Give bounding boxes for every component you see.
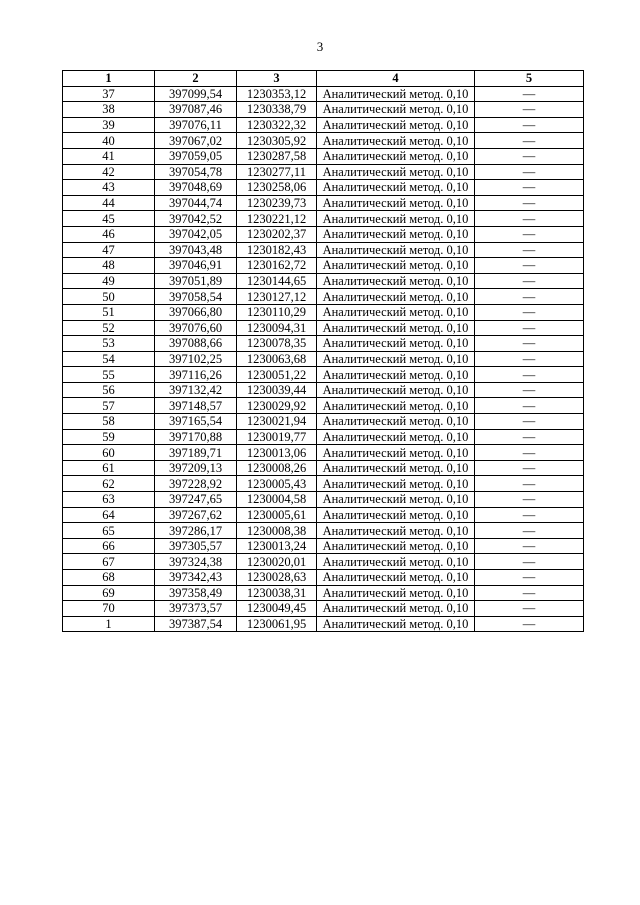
description-cell: —	[475, 242, 584, 258]
description-cell: —	[475, 133, 584, 149]
method-cell: Аналитический метод. 0,10	[317, 320, 475, 336]
x-coordinate-cell: 397189,71	[155, 445, 237, 461]
table-row	[63, 398, 584, 414]
point-number-cell: 62	[63, 476, 155, 492]
description-cell: —	[475, 102, 584, 118]
y-coordinate-cell: 1230020,01	[237, 554, 317, 570]
y-coordinate-cell: 1230019,77	[237, 429, 317, 445]
description-cell: —	[475, 507, 584, 523]
description-cell: —	[475, 601, 584, 617]
point-number-cell: 65	[63, 523, 155, 539]
description-cell: —	[475, 180, 584, 196]
table-header	[63, 71, 584, 87]
y-coordinate-cell: 1230004,58	[237, 492, 317, 508]
method-cell: Аналитический метод. 0,10	[317, 148, 475, 164]
y-coordinate-cell: 1230049,45	[237, 601, 317, 617]
point-number-cell: 44	[63, 195, 155, 211]
method-cell: Аналитический метод. 0,10	[317, 211, 475, 227]
description-cell: —	[475, 336, 584, 352]
method-cell: Аналитический метод. 0,10	[317, 180, 475, 196]
x-coordinate-cell: 397373,57	[155, 601, 237, 617]
x-coordinate-cell: 397170,88	[155, 429, 237, 445]
description-cell: —	[475, 398, 584, 414]
header-cell-x-coordinate: 2	[155, 71, 237, 87]
method-cell: Аналитический метод. 0,10	[317, 523, 475, 539]
x-coordinate-cell: 397305,57	[155, 538, 237, 554]
x-coordinate-cell: 397342,43	[155, 570, 237, 586]
y-coordinate-cell: 1230008,26	[237, 460, 317, 476]
point-number-cell: 53	[63, 336, 155, 352]
header-cell-y-coordinate: 3	[237, 71, 317, 87]
x-coordinate-cell: 397088,66	[155, 336, 237, 352]
table-row	[63, 414, 584, 430]
x-coordinate-cell: 397358,49	[155, 585, 237, 601]
description-cell: —	[475, 476, 584, 492]
x-coordinate-cell: 397324,38	[155, 554, 237, 570]
y-coordinate-cell: 1230008,38	[237, 523, 317, 539]
method-cell: Аналитический метод. 0,10	[317, 460, 475, 476]
description-cell: —	[475, 538, 584, 554]
description-cell: —	[475, 164, 584, 180]
method-cell: Аналитический метод. 0,10	[317, 492, 475, 508]
method-cell: Аналитический метод. 0,10	[317, 258, 475, 274]
table-row	[63, 429, 584, 445]
method-cell: Аналитический метод. 0,10	[317, 351, 475, 367]
table-row	[63, 211, 584, 227]
method-cell: Аналитический метод. 0,10	[317, 336, 475, 352]
table-row	[63, 86, 584, 102]
description-cell: —	[475, 570, 584, 586]
point-number-cell: 58	[63, 414, 155, 430]
point-number-cell: 57	[63, 398, 155, 414]
description-cell: —	[475, 226, 584, 242]
y-coordinate-cell: 1230094,31	[237, 320, 317, 336]
description-cell: —	[475, 414, 584, 430]
y-coordinate-cell: 1230202,37	[237, 226, 317, 242]
x-coordinate-cell: 397059,05	[155, 148, 237, 164]
point-number-cell: 48	[63, 258, 155, 274]
method-cell: Аналитический метод. 0,10	[317, 429, 475, 445]
table-row	[63, 492, 584, 508]
table-row	[63, 148, 584, 164]
description-cell: —	[475, 195, 584, 211]
x-coordinate-cell: 397076,11	[155, 117, 237, 133]
x-coordinate-cell: 397102,25	[155, 351, 237, 367]
y-coordinate-cell: 1230013,24	[237, 538, 317, 554]
table-row	[63, 180, 584, 196]
x-coordinate-cell: 397042,05	[155, 226, 237, 242]
coordinates-table	[62, 70, 584, 632]
x-coordinate-cell: 397043,48	[155, 242, 237, 258]
description-cell: —	[475, 273, 584, 289]
table-row	[63, 320, 584, 336]
table-row	[63, 601, 584, 617]
x-coordinate-cell: 397067,02	[155, 133, 237, 149]
y-coordinate-cell: 1230005,43	[237, 476, 317, 492]
point-number-cell: 45	[63, 211, 155, 227]
y-coordinate-cell: 1230005,61	[237, 507, 317, 523]
x-coordinate-cell: 397209,13	[155, 460, 237, 476]
point-number-cell: 47	[63, 242, 155, 258]
y-coordinate-cell: 1230258,06	[237, 180, 317, 196]
point-number-cell: 49	[63, 273, 155, 289]
point-number-cell: 40	[63, 133, 155, 149]
y-coordinate-cell: 1230162,72	[237, 258, 317, 274]
description-cell: —	[475, 445, 584, 461]
method-cell: Аналитический метод. 0,10	[317, 226, 475, 242]
point-number-cell: 43	[63, 180, 155, 196]
header-cell-point-number: 1	[63, 71, 155, 87]
header-cell-description: 5	[475, 71, 584, 87]
table-row	[63, 616, 584, 632]
method-cell: Аналитический метод. 0,10	[317, 570, 475, 586]
method-cell: Аналитический метод. 0,10	[317, 102, 475, 118]
point-number-cell: 42	[63, 164, 155, 180]
y-coordinate-cell: 1230029,92	[237, 398, 317, 414]
point-number-cell: 59	[63, 429, 155, 445]
x-coordinate-cell: 397247,65	[155, 492, 237, 508]
x-coordinate-cell: 397058,54	[155, 289, 237, 305]
table-row	[63, 289, 584, 305]
y-coordinate-cell: 1230277,11	[237, 164, 317, 180]
description-cell: —	[475, 554, 584, 570]
y-coordinate-cell: 1230051,22	[237, 367, 317, 383]
x-coordinate-cell: 397054,78	[155, 164, 237, 180]
description-cell: —	[475, 289, 584, 305]
point-number-cell: 64	[63, 507, 155, 523]
table-row	[63, 226, 584, 242]
description-cell: —	[475, 460, 584, 476]
method-cell: Аналитический метод. 0,10	[317, 585, 475, 601]
description-cell: —	[475, 367, 584, 383]
x-coordinate-cell: 397046,91	[155, 258, 237, 274]
method-cell: Аналитический метод. 0,10	[317, 86, 475, 102]
method-cell: Аналитический метод. 0,10	[317, 507, 475, 523]
method-cell: Аналитический метод. 0,10	[317, 164, 475, 180]
x-coordinate-cell: 397387,54	[155, 616, 237, 632]
y-coordinate-cell: 1230021,94	[237, 414, 317, 430]
method-cell: Аналитический метод. 0,10	[317, 601, 475, 617]
point-number-cell: 37	[63, 86, 155, 102]
method-cell: Аналитический метод. 0,10	[317, 445, 475, 461]
y-coordinate-cell: 1230078,35	[237, 336, 317, 352]
method-cell: Аналитический метод. 0,10	[317, 273, 475, 289]
y-coordinate-cell: 1230038,31	[237, 585, 317, 601]
point-number-cell: 54	[63, 351, 155, 367]
x-coordinate-cell: 397132,42	[155, 382, 237, 398]
description-cell: —	[475, 86, 584, 102]
table-row	[63, 258, 584, 274]
point-number-cell: 66	[63, 538, 155, 554]
header-cell-method: 4	[317, 71, 475, 87]
y-coordinate-cell: 1230353,12	[237, 86, 317, 102]
point-number-cell: 46	[63, 226, 155, 242]
point-number-cell: 67	[63, 554, 155, 570]
point-number-cell: 61	[63, 460, 155, 476]
description-cell: —	[475, 585, 584, 601]
point-number-cell: 68	[63, 570, 155, 586]
method-cell: Аналитический метод. 0,10	[317, 133, 475, 149]
y-coordinate-cell: 1230239,73	[237, 195, 317, 211]
description-cell: —	[475, 117, 584, 133]
table-row	[63, 133, 584, 149]
table-row	[63, 570, 584, 586]
point-number-cell: 63	[63, 492, 155, 508]
table-row	[63, 242, 584, 258]
y-coordinate-cell: 1230221,12	[237, 211, 317, 227]
x-coordinate-cell: 397286,17	[155, 523, 237, 539]
point-number-cell: 56	[63, 382, 155, 398]
x-coordinate-cell: 397076,60	[155, 320, 237, 336]
table-row	[63, 367, 584, 383]
x-coordinate-cell: 397165,54	[155, 414, 237, 430]
table-row	[63, 351, 584, 367]
point-number-cell: 39	[63, 117, 155, 133]
point-number-cell: 52	[63, 320, 155, 336]
header-row	[63, 71, 584, 87]
method-cell: Аналитический метод. 0,10	[317, 414, 475, 430]
y-coordinate-cell: 1230061,95	[237, 616, 317, 632]
table-row	[63, 102, 584, 118]
y-coordinate-cell: 1230127,12	[237, 289, 317, 305]
method-cell: Аналитический метод. 0,10	[317, 367, 475, 383]
description-cell: —	[475, 616, 584, 632]
y-coordinate-cell: 1230182,43	[237, 242, 317, 258]
x-coordinate-cell: 397044,74	[155, 195, 237, 211]
table-row	[63, 195, 584, 211]
point-number-cell: 50	[63, 289, 155, 305]
y-coordinate-cell: 1230063,68	[237, 351, 317, 367]
table-row	[63, 523, 584, 539]
description-cell: —	[475, 523, 584, 539]
description-cell: —	[475, 382, 584, 398]
x-coordinate-cell: 397099,54	[155, 86, 237, 102]
y-coordinate-cell: 1230110,29	[237, 304, 317, 320]
x-coordinate-cell: 397087,46	[155, 102, 237, 118]
table-row	[63, 382, 584, 398]
table-row	[63, 476, 584, 492]
y-coordinate-cell: 1230305,92	[237, 133, 317, 149]
table-row	[63, 304, 584, 320]
point-number-cell: 1	[63, 616, 155, 632]
method-cell: Аналитический метод. 0,10	[317, 554, 475, 570]
x-coordinate-cell: 397048,69	[155, 180, 237, 196]
x-coordinate-cell: 397042,52	[155, 211, 237, 227]
page-number: 3	[316, 39, 324, 54]
x-coordinate-cell: 397051,89	[155, 273, 237, 289]
description-cell: —	[475, 429, 584, 445]
table-row	[63, 445, 584, 461]
point-number-cell: 51	[63, 304, 155, 320]
y-coordinate-cell: 1230028,63	[237, 570, 317, 586]
description-cell: —	[475, 304, 584, 320]
method-cell: Аналитический метод. 0,10	[317, 398, 475, 414]
point-number-cell: 60	[63, 445, 155, 461]
y-coordinate-cell: 1230013,06	[237, 445, 317, 461]
table-row	[63, 336, 584, 352]
method-cell: Аналитический метод. 0,10	[317, 616, 475, 632]
method-cell: Аналитический метод. 0,10	[317, 195, 475, 211]
table-row	[63, 460, 584, 476]
point-number-cell: 38	[63, 102, 155, 118]
y-coordinate-cell: 1230144,65	[237, 273, 317, 289]
x-coordinate-cell: 397116,26	[155, 367, 237, 383]
y-coordinate-cell: 1230039,44	[237, 382, 317, 398]
table-row	[63, 538, 584, 554]
description-cell: —	[475, 258, 584, 274]
table-row	[63, 273, 584, 289]
method-cell: Аналитический метод. 0,10	[317, 476, 475, 492]
method-cell: Аналитический метод. 0,10	[317, 538, 475, 554]
x-coordinate-cell: 397228,92	[155, 476, 237, 492]
table-row	[63, 507, 584, 523]
point-number-cell: 69	[63, 585, 155, 601]
y-coordinate-cell: 1230287,58	[237, 148, 317, 164]
method-cell: Аналитический метод. 0,10	[317, 382, 475, 398]
method-cell: Аналитический метод. 0,10	[317, 242, 475, 258]
point-number-cell: 55	[63, 367, 155, 383]
y-coordinate-cell: 1230322,32	[237, 117, 317, 133]
table-body	[63, 86, 584, 632]
table-row	[63, 554, 584, 570]
x-coordinate-cell: 397148,57	[155, 398, 237, 414]
description-cell: —	[475, 148, 584, 164]
method-cell: Аналитический метод. 0,10	[317, 304, 475, 320]
y-coordinate-cell: 1230338,79	[237, 102, 317, 118]
x-coordinate-cell: 397267,62	[155, 507, 237, 523]
point-number-cell: 70	[63, 601, 155, 617]
x-coordinate-cell: 397066,80	[155, 304, 237, 320]
description-cell: —	[475, 492, 584, 508]
description-cell: —	[475, 320, 584, 336]
description-cell: —	[475, 211, 584, 227]
description-cell: —	[475, 351, 584, 367]
table-row	[63, 164, 584, 180]
method-cell: Аналитический метод. 0,10	[317, 289, 475, 305]
point-number-cell: 41	[63, 148, 155, 164]
method-cell: Аналитический метод. 0,10	[317, 117, 475, 133]
table-row	[63, 585, 584, 601]
table-row	[63, 117, 584, 133]
